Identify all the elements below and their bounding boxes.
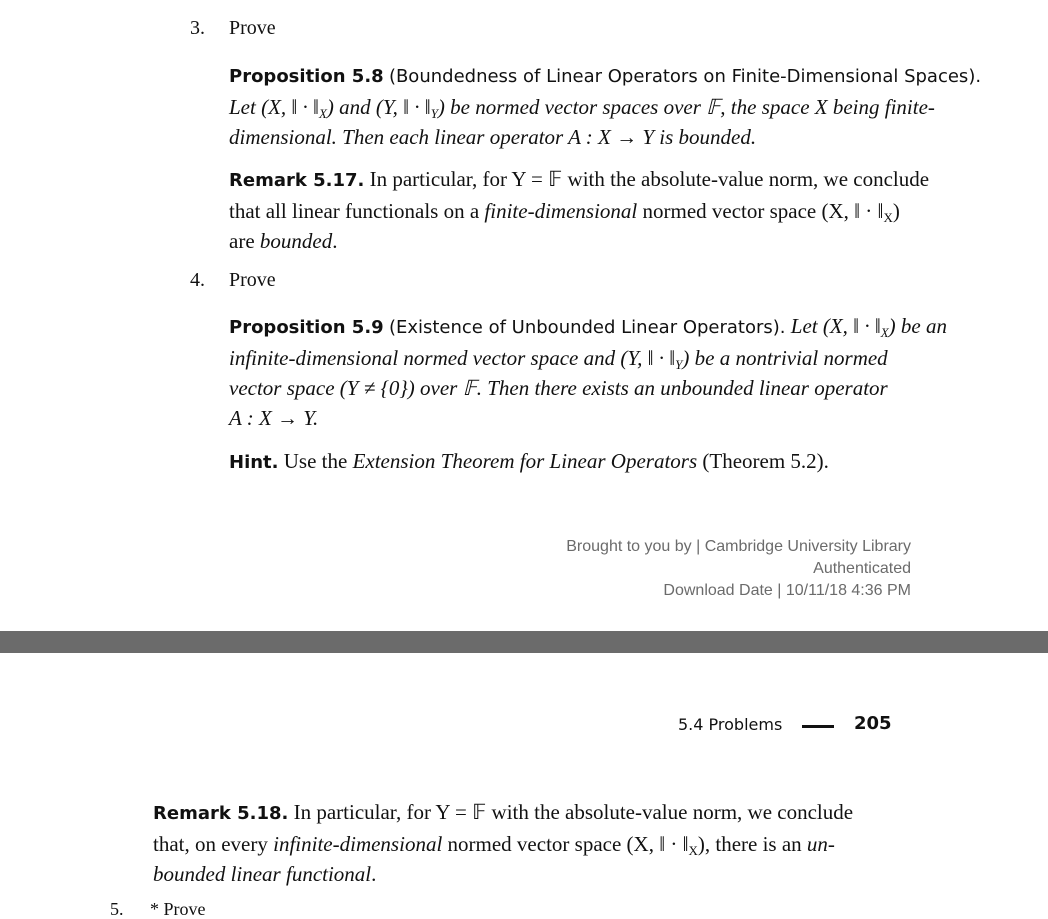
remark-5-18-line-2 (153, 829, 893, 859)
text-segment: (Theorem 5.2). (697, 449, 829, 473)
hint (229, 446, 969, 478)
text-segment: infinite-dimensional normed vector space and (Y, ‖ · ‖ (229, 346, 676, 370)
text-segment: ), there is an (697, 832, 807, 856)
text-segment: normed vector space (X, ‖ · ‖ (637, 199, 884, 223)
subscript: Y (675, 357, 683, 372)
text-segment: . (371, 862, 377, 886)
text-segment: In particular, for Y = 𝔽 with the absolute-value norm, we conclude (369, 167, 930, 191)
text-segment: ) (892, 199, 900, 223)
proposition-5-9 (229, 311, 966, 433)
problem-3-prove: Prove (229, 17, 276, 39)
running-head-title: 5.4 Problems (678, 715, 783, 734)
text-segment: Use the (283, 449, 353, 473)
text-segment: finite-dimensional (484, 199, 638, 223)
hint-label: Hint. (229, 452, 279, 473)
problem-5-prove: * Prove (150, 899, 206, 919)
remark-5-17-label: Remark 5.17. (229, 170, 365, 191)
subscript: X (883, 210, 893, 225)
text-segment: . (332, 229, 338, 253)
remark-5-18-line-3 (153, 859, 893, 889)
problem-4-prove: Prove (229, 269, 276, 291)
subscript: Y (430, 106, 438, 121)
footer-line-1: Brought to you by | Cambridge University Library (566, 538, 911, 555)
proposition-5-8 (229, 60, 982, 152)
remark-5-18-label: Remark 5.18. (153, 803, 289, 824)
remark-5-17 (229, 164, 969, 256)
text-segment: ) be an (888, 314, 947, 338)
remark-5-18 (153, 797, 893, 889)
proposition-5-9-line-2 (229, 343, 966, 373)
text-segment: un- (806, 832, 835, 856)
proposition-5-9-title: (Existence of Unbounded Linear Operators). (388, 317, 786, 338)
problem-4-number: 4. (190, 269, 205, 291)
proposition-5-8-line-3: dimensional. Then each linear operator A : X → Y is bounded. (229, 125, 757, 149)
cut-off-problem-5 (110, 899, 250, 919)
subscript: X (688, 843, 698, 858)
proposition-5-8-label: Proposition 5.8 (229, 66, 384, 87)
page-number: 205 (854, 713, 892, 734)
proposition-5-9-line-3: vector space (Y ≠ {0}) over 𝔽. Then there exists an unbounded linear operator (229, 376, 888, 400)
subscript: X (318, 106, 327, 121)
text-segment: ) be a nontrivial normed (682, 346, 888, 370)
text-segment: normed vector space (X, ‖ · ‖ (442, 832, 689, 856)
subscript: X (880, 325, 889, 340)
footer-line-2: Authenticated (813, 560, 911, 577)
text-segment: Let (X, ‖ · ‖ (229, 95, 319, 119)
proposition-5-9-label: Proposition 5.9 (229, 317, 384, 338)
text-segment: that, on every (153, 832, 274, 856)
text-segment: bounded linear functional (153, 862, 372, 886)
problem-5-number: 5. (110, 899, 124, 919)
text-segment: bounded (259, 229, 333, 253)
remark-5-17-line-2 (229, 196, 969, 226)
proposition-5-8-line-2 (229, 92, 969, 122)
problem-3-number: 3. (190, 17, 205, 39)
proposition-5-9-line-1 (229, 311, 966, 343)
footer-line-3: Download Date | 10/11/18 4:36 PM (663, 582, 911, 599)
text-segment: ) and (Y, ‖ · ‖ (326, 95, 431, 119)
text-segment: infinite-dimensional (273, 832, 443, 856)
text-segment: that all linear functionals on a (229, 199, 485, 223)
access-footer (566, 536, 911, 602)
proposition-5-8-title: (Boundedness of Linear Operators on Finite-Dimensional Spaces). (388, 66, 982, 87)
remark-5-17-line-3 (229, 226, 969, 256)
text-segment: ) be normed vector spaces over 𝔽, the space X being finite- (437, 95, 935, 119)
page-break-divider (0, 631, 1048, 653)
text-segment: Extension Theorem for Linear Operators (352, 449, 698, 473)
proposition-5-9-line-4: A : X → Y. (229, 406, 319, 430)
text-segment: are (229, 229, 260, 253)
running-head (678, 713, 890, 739)
text-segment: In particular, for Y = 𝔽 with the absolute-value norm, we conclude (293, 800, 854, 824)
running-head-rule (802, 725, 834, 728)
text-segment: Let (X, ‖ · ‖ (790, 314, 881, 338)
